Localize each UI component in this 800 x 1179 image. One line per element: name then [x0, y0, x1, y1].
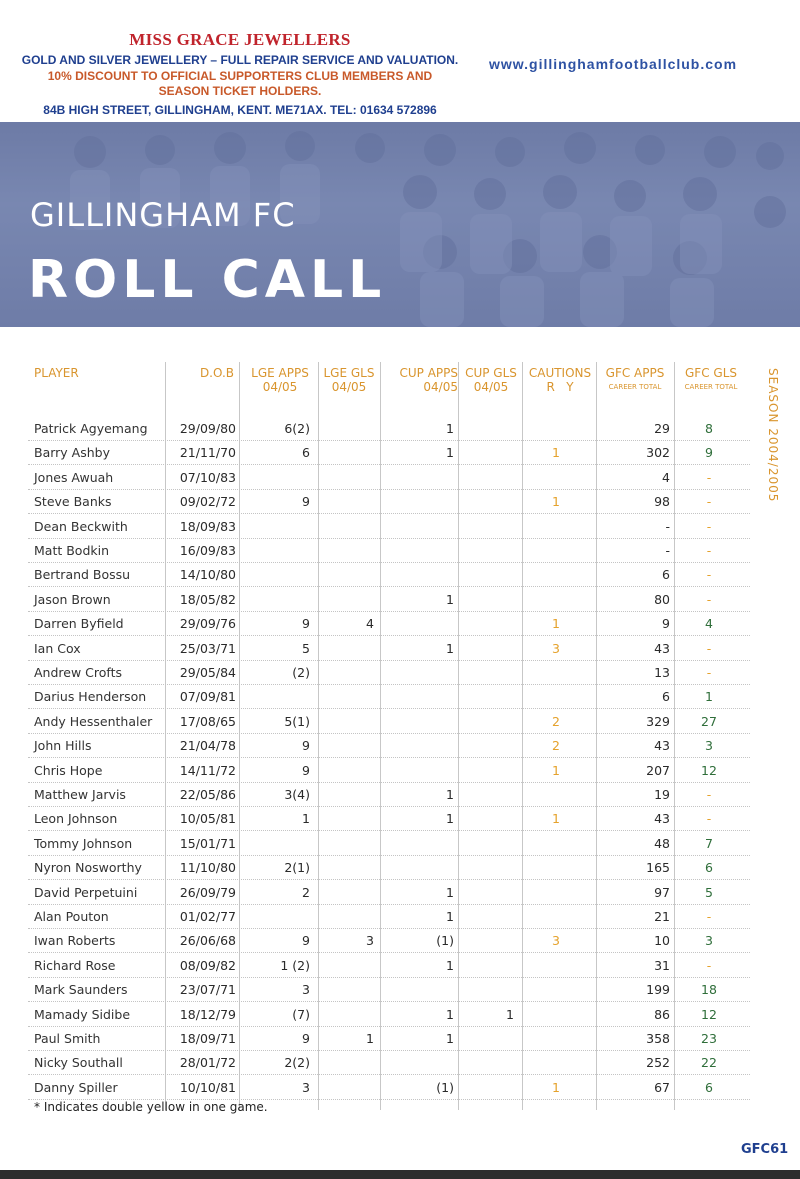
player-lge-gls: 3	[366, 933, 374, 949]
table-row	[28, 465, 750, 490]
player-gfc-apps: 86	[654, 1006, 670, 1022]
player-dob: 10/05/81	[179, 811, 236, 827]
player-gfc-apps: 6	[662, 567, 670, 583]
player-dob: 14/10/80	[179, 567, 236, 583]
player-gfc-apps: 4	[662, 469, 670, 485]
player-dob: 07/10/83	[179, 469, 236, 485]
player-lge-apps: 6	[302, 445, 310, 461]
player-gfc-gls: -	[706, 957, 712, 973]
player-gfc-apps: 43	[654, 811, 670, 827]
table-row	[28, 660, 750, 685]
player-gfc-apps: -	[665, 543, 670, 558]
player-name: Jones Awuah	[34, 469, 114, 485]
player-gfc-gls: -	[706, 567, 712, 583]
header-gfc-gls-career: CAREER TOTAL	[684, 383, 738, 391]
player-name: Dean Beckwith	[34, 518, 128, 534]
player-cautions: 3	[552, 640, 560, 656]
player-gfc-gls: 6	[705, 860, 713, 876]
player-gfc-gls: -	[706, 787, 712, 802]
table-row	[28, 880, 750, 905]
player-gfc-gls: 27	[701, 713, 717, 729]
table-row	[28, 562, 750, 587]
season-label-text: SEASON 2004/2005	[766, 368, 780, 503]
header-cup-gls-season: 04/05	[473, 380, 509, 394]
table-row	[28, 416, 750, 441]
player-gfc-apps: 19	[654, 787, 670, 802]
player-cautions: 1	[552, 1079, 560, 1095]
player-name: Danny Spiller	[34, 1079, 118, 1095]
player-cautions: 1	[552, 445, 560, 461]
player-dob: 26/09/79	[179, 884, 236, 900]
player-gfc-apps: 207	[646, 762, 670, 778]
player-name: Matt Bodkin	[34, 543, 110, 558]
player-dob: 10/10/81	[179, 1079, 236, 1095]
player-gfc-apps: 302	[646, 445, 670, 461]
page-number-prefix: GFC	[741, 1142, 771, 1157]
player-gfc-gls: 12	[701, 1006, 717, 1022]
player-lge-gls: 1	[366, 1031, 374, 1046]
player-name: Nicky Southall	[34, 1055, 123, 1071]
player-lge-apps: 9	[302, 616, 310, 632]
player-name: Leon Johnson	[34, 811, 118, 827]
table-row	[28, 709, 750, 734]
player-gfc-gls: -	[706, 591, 712, 607]
player-dob: 09/02/72	[179, 494, 236, 510]
player-name: John Hills	[34, 738, 92, 754]
player-name: Andrew Crofts	[34, 665, 122, 680]
player-cup-apps: 1	[446, 1006, 454, 1022]
player-cup-apps: 1	[446, 591, 454, 607]
player-lge-apps: 5(1)	[284, 713, 310, 729]
player-cup-apps: 1	[446, 909, 454, 924]
advert-name: MISS GRACE JEWELLERS	[129, 30, 351, 49]
player-dob: 18/09/71	[179, 1031, 236, 1046]
advert-line-3: SEASON TICKET HOLDERS.	[158, 84, 322, 98]
player-lge-apps: 3	[302, 1079, 310, 1095]
header-gfc-apps	[598, 366, 672, 394]
player-lge-apps: (2)	[292, 665, 310, 680]
player-dob: 25/03/71	[179, 640, 236, 656]
player-gfc-gls: 6	[705, 1079, 713, 1095]
table-row	[28, 538, 750, 563]
player-gfc-apps: 80	[654, 591, 670, 607]
player-gfc-gls: 4	[705, 616, 713, 632]
player-gfc-apps: 31	[654, 957, 670, 973]
table-row	[28, 611, 750, 636]
player-cautions: 1	[552, 494, 560, 510]
website-url[interactable]: www.gillinghamfootballclub.com	[489, 56, 738, 72]
player-gfc-gls: -	[706, 640, 712, 656]
player-gfc-gls: -	[706, 518, 712, 534]
banner	[0, 122, 800, 327]
player-gfc-gls: -	[706, 543, 712, 558]
player-dob: 21/11/70	[179, 445, 236, 461]
table-row	[28, 587, 750, 612]
player-cautions: 2	[552, 713, 560, 729]
player-gfc-apps: 48	[654, 835, 670, 851]
player-lge-apps: 1	[302, 811, 310, 827]
table-row	[28, 636, 750, 661]
player-cup-apps: 1	[446, 445, 454, 461]
player-dob: 15/01/71	[179, 835, 236, 851]
player-gfc-gls: 18	[701, 982, 717, 998]
player-dob: 18/12/79	[179, 1006, 236, 1022]
player-gfc-gls: 3	[705, 933, 713, 949]
player-name: Matthew Jarvis	[34, 787, 126, 802]
player-name: Barry Ashby	[34, 445, 110, 461]
player-dob: 23/07/71	[179, 982, 236, 998]
player-gfc-gls: 22	[701, 1055, 717, 1071]
player-dob: 29/09/76	[179, 616, 236, 632]
table-row	[28, 440, 750, 465]
player-cup-gls: 1	[506, 1006, 514, 1022]
player-gfc-apps: 13	[654, 665, 670, 680]
header-lge-apps-season: 04/05	[262, 380, 298, 394]
player-lge-apps: 9	[302, 494, 310, 510]
player-gfc-gls: 8	[705, 421, 713, 436]
header-cautions-label: CAUTIONS	[528, 366, 592, 380]
player-cautions: 3	[552, 933, 560, 949]
header-cautions	[526, 366, 594, 394]
player-lge-apps: 5	[302, 640, 310, 656]
player-name: Steve Banks	[34, 494, 112, 510]
player-cup-apps: 1	[446, 884, 454, 900]
banner-title-roll-call: ROLL CALL	[28, 250, 387, 310]
player-gfc-apps: 67	[654, 1079, 670, 1095]
player-name: David Perpetuini	[34, 884, 138, 900]
table-row	[28, 1050, 750, 1075]
header-gfc-apps-career: CAREER TOTAL	[608, 383, 662, 391]
table-row	[28, 855, 750, 880]
player-lge-apps: 2(2)	[284, 1055, 310, 1071]
player-dob: 17/08/65	[179, 713, 236, 729]
table-row	[28, 758, 750, 783]
player-lge-apps: 9	[302, 1031, 310, 1046]
player-gfc-apps: 252	[646, 1055, 670, 1071]
header-lge-gls-label: LGE GLS	[323, 366, 375, 380]
player-cautions: 2	[552, 738, 560, 754]
player-lge-apps: 2	[302, 884, 310, 900]
player-cup-apps: 1	[446, 811, 454, 827]
table-row	[28, 928, 750, 953]
player-lge-apps: 9	[302, 933, 310, 949]
player-cup-apps: 1	[446, 421, 454, 436]
page-number	[741, 1142, 788, 1157]
table-row	[28, 514, 750, 539]
player-gfc-apps: 98	[654, 494, 670, 510]
player-cup-apps: 1	[446, 787, 454, 802]
player-dob: 22/05/86	[179, 787, 236, 802]
player-lge-apps: (7)	[292, 1006, 310, 1022]
player-gfc-apps: -	[665, 518, 670, 534]
header-lge-gls	[320, 366, 378, 394]
player-cup-apps: 1	[446, 957, 454, 973]
player-cup-apps: 1	[446, 640, 454, 656]
player-dob: 01/02/77	[179, 909, 236, 924]
player-gfc-gls: 12	[701, 762, 717, 778]
table-row	[28, 489, 750, 514]
table-row	[28, 953, 750, 978]
player-cautions: 1	[552, 762, 560, 778]
player-gfc-apps: 9	[662, 616, 670, 632]
player-name: Ian Cox	[34, 640, 81, 656]
player-gfc-apps: 165	[646, 860, 670, 876]
player-lge-apps: 6(2)	[284, 421, 310, 436]
player-cautions: 1	[552, 616, 560, 632]
player-name: Nyron Nosworthy	[34, 860, 142, 876]
player-gfc-apps: 97	[654, 884, 670, 900]
table-row	[28, 1075, 750, 1100]
player-dob: 08/09/82	[179, 957, 236, 973]
advert-address: 84B HIGH STREET, GILLINGHAM, KENT. ME71AX. TEL: 01634 572896	[43, 103, 437, 117]
player-gfc-gls: -	[706, 811, 712, 827]
player-name: Paul Smith	[34, 1031, 101, 1046]
player-dob: 14/11/72	[179, 762, 236, 778]
advert-block	[0, 0, 480, 122]
player-name: Darius Henderson	[34, 689, 147, 705]
player-gfc-gls: 1	[705, 689, 713, 705]
player-gfc-apps: 43	[654, 640, 670, 656]
player-gfc-apps: 329	[646, 713, 670, 729]
table-row	[28, 977, 750, 1002]
header-cup-gls	[462, 366, 520, 394]
player-name: Richard Rose	[34, 957, 116, 973]
header-lge-apps-label: LGE APPS	[251, 366, 309, 380]
header-gfc-gls-label: GFC GLS	[685, 366, 737, 380]
player-name: Mark Saunders	[34, 982, 128, 998]
table-row	[28, 831, 750, 856]
header-cup-apps-label: CUP APPS	[399, 366, 458, 380]
player-dob: 18/05/82	[179, 591, 236, 607]
player-name: Bertrand Bossu	[34, 567, 131, 583]
footnote: * Indicates double yellow in one game.	[34, 1100, 268, 1114]
player-lge-apps: 9	[302, 738, 310, 754]
page-number-value: 61	[770, 1142, 789, 1157]
player-gfc-apps: 29	[654, 421, 670, 436]
player-gfc-apps: 358	[646, 1031, 670, 1046]
header-gfc-apps-label: GFC APPS	[605, 366, 665, 380]
advert-line-2: 10% DISCOUNT TO OFFICIAL SUPPORTERS CLUB MEMBERS AND	[47, 69, 433, 83]
player-cautions: 1	[552, 811, 560, 827]
table-row	[28, 684, 750, 709]
player-dob: 21/04/78	[179, 738, 236, 754]
table-row	[28, 733, 750, 758]
player-name: Iwan Roberts	[34, 933, 116, 949]
player-name: Tommy Johnson	[34, 835, 133, 851]
header-dob: D.O.B	[199, 366, 234, 380]
player-gfc-gls: 7	[705, 835, 713, 851]
player-gfc-gls: -	[706, 909, 712, 924]
player-gfc-gls: -	[706, 665, 712, 680]
player-lge-apps: 1 (2)	[280, 957, 310, 973]
header-cup-gls-label: CUP GLS	[465, 366, 517, 380]
player-gfc-apps: 6	[662, 689, 670, 705]
player-dob: 18/09/83	[179, 518, 236, 534]
player-gfc-apps: 10	[654, 933, 670, 949]
player-cup-apps: (1)	[436, 933, 454, 949]
header-gfc-gls	[676, 366, 746, 394]
header-cup-apps-season: 04/05	[423, 380, 458, 394]
header-lge-gls-season: 04/05	[331, 380, 367, 394]
player-cup-apps: 1	[446, 1031, 454, 1046]
player-name: Mamady Sidibe	[34, 1006, 131, 1022]
player-gfc-gls: -	[706, 494, 712, 510]
player-name: Chris Hope	[34, 762, 103, 778]
header-cup-apps	[388, 366, 458, 394]
player-cup-apps: (1)	[436, 1079, 454, 1095]
player-gfc-gls: -	[706, 469, 712, 485]
player-dob: 11/10/80	[179, 860, 236, 876]
player-lge-apps: 3	[302, 982, 310, 998]
banner-title-club: GILLINGHAM FC	[30, 196, 296, 234]
player-gfc-apps: 43	[654, 738, 670, 754]
player-gfc-apps: 199	[646, 982, 670, 998]
player-dob: 29/05/84	[179, 665, 236, 680]
player-gfc-apps: 21	[654, 909, 670, 924]
player-name: Darren Byfield	[34, 616, 124, 632]
player-name: Jason Brown	[34, 591, 111, 607]
player-name: Patrick Agyemang	[34, 421, 148, 436]
player-gfc-gls: 23	[701, 1031, 717, 1046]
player-gfc-gls: 9	[705, 445, 713, 461]
table-row	[28, 1026, 750, 1051]
table-row	[28, 904, 750, 929]
advert-line-1: GOLD AND SILVER JEWELLERY – FULL REPAIR SERVICE AND VALUATION.	[21, 53, 459, 67]
player-dob: 26/06/68	[179, 933, 236, 949]
table-row	[28, 806, 750, 831]
player-name: Alan Pouton	[34, 909, 109, 924]
table-row	[28, 782, 750, 807]
player-lge-apps: 2(1)	[284, 860, 310, 876]
player-dob: 16/09/83	[179, 543, 236, 558]
player-lge-gls: 4	[366, 616, 374, 632]
player-dob: 07/09/81	[179, 689, 236, 705]
player-gfc-gls: 3	[705, 738, 713, 754]
player-lge-apps: 3(4)	[284, 787, 310, 802]
header-cautions-ry: R Y	[546, 380, 574, 394]
header-lge-apps	[244, 366, 316, 394]
player-dob: 28/01/72	[179, 1055, 236, 1071]
table-row	[28, 1002, 750, 1027]
season-label	[763, 368, 783, 538]
player-lge-apps: 9	[302, 762, 310, 778]
header-player: PLAYER	[34, 366, 79, 380]
player-name: Andy Hessenthaler	[34, 713, 153, 729]
bottom-bar	[0, 1170, 800, 1179]
player-gfc-gls: 5	[705, 884, 713, 900]
player-dob: 29/09/80	[179, 421, 236, 436]
